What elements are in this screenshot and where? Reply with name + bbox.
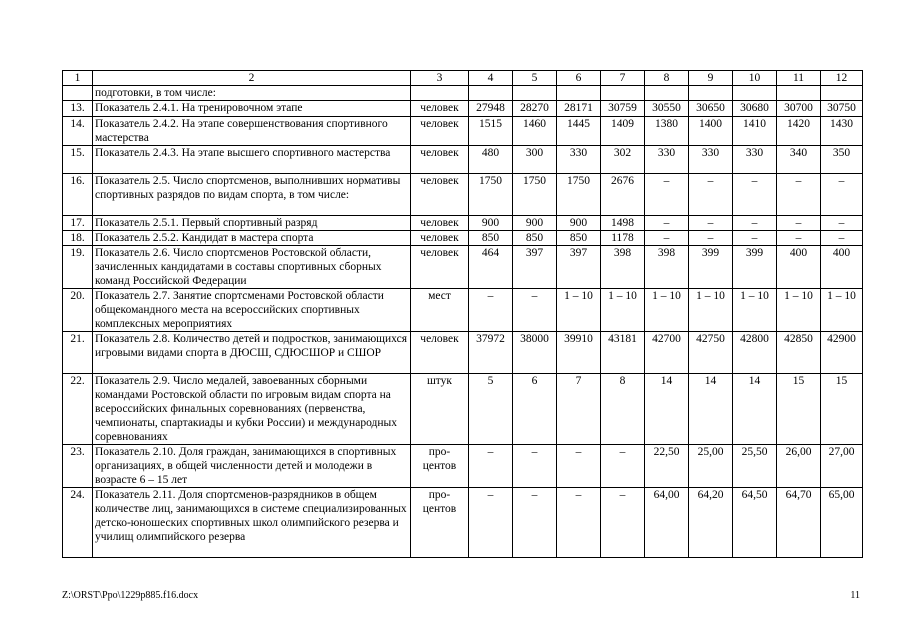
indicators-table (62, 70, 863, 558)
footer-page-number: 11 (850, 590, 860, 601)
value-cell: 39910 (557, 332, 601, 374)
value-cell: 1 – 10 (821, 289, 863, 332)
value-cell: 8 (601, 374, 645, 445)
value-cell: 1 – 10 (733, 289, 777, 332)
value-cell: 30680 (733, 101, 777, 117)
unit-cell: человек (411, 174, 469, 216)
value-cell: 27948 (469, 101, 513, 117)
value-cell: 464 (469, 246, 513, 289)
row-number-cell: 17. (63, 216, 93, 231)
unit-cell: человек (411, 117, 469, 146)
value-cell: 65,00 (821, 488, 863, 558)
indicator-name-cell: Показатель 2.9. Число медалей, завоеванных сборными командами Ростовской области по игровым видам спорта на всероссийских финальных соревнованиях (первенства, чемпионаты, спартакиады и кубки России) и международных соревнованиях (93, 374, 411, 445)
indicator-name-cell: Показатель 2.5. Число спортсменов, выполнивших нормативы спортивных разрядов по видам спорта, в том числе: (93, 174, 411, 216)
unit-cell: мест (411, 289, 469, 332)
table-row (63, 101, 863, 117)
value-cell: 397 (513, 246, 557, 289)
value-cell: 30759 (601, 101, 645, 117)
unit-cell: человек (411, 246, 469, 289)
indicator-name-cell: Показатель 2.4.3. На этапе высшего спортивного мастерства (93, 146, 411, 174)
value-cell: – (821, 231, 863, 246)
header-cell: 11 (777, 71, 821, 86)
unit-cell: человек (411, 146, 469, 174)
value-cell: 15 (777, 374, 821, 445)
value-cell: – (469, 445, 513, 488)
indicator-name-cell: Показатель 2.6. Число спортсменов Ростовской области, зачисленных кандидатами в составы спортивных сборных команд Российской Федерации (93, 246, 411, 289)
value-cell: 300 (513, 146, 557, 174)
empty-cell (689, 86, 733, 101)
value-cell: 1515 (469, 117, 513, 146)
value-cell: – (777, 174, 821, 216)
value-cell: 397 (557, 246, 601, 289)
row-number-cell: 22. (63, 374, 93, 445)
table-row (63, 174, 863, 216)
value-cell: 480 (469, 146, 513, 174)
row-number-cell: 18. (63, 231, 93, 246)
value-cell: – (821, 174, 863, 216)
header-cell: 4 (469, 71, 513, 86)
value-cell: 850 (513, 231, 557, 246)
value-cell: 398 (645, 246, 689, 289)
header-cell: 2 (93, 71, 411, 86)
value-cell: 1400 (689, 117, 733, 146)
value-cell: 900 (513, 216, 557, 231)
value-cell: 1 – 10 (777, 289, 821, 332)
value-cell: 15 (821, 374, 863, 445)
empty-cell (557, 86, 601, 101)
row-number-cell: 20. (63, 289, 93, 332)
value-cell: 1 – 10 (645, 289, 689, 332)
value-cell: 6 (513, 374, 557, 445)
value-cell: 1420 (777, 117, 821, 146)
value-cell: – (469, 289, 513, 332)
value-cell: 28270 (513, 101, 557, 117)
unit-cell: про-центов (411, 488, 469, 558)
value-cell: 2676 (601, 174, 645, 216)
header-cell: 9 (689, 71, 733, 86)
value-cell: – (733, 216, 777, 231)
table-row (63, 216, 863, 231)
indicator-name-cell: Показатель 2.5.2. Кандидат в мастера спорта (93, 231, 411, 246)
value-cell: – (733, 231, 777, 246)
table-row (63, 488, 863, 558)
value-cell: 26,00 (777, 445, 821, 488)
value-cell: 1410 (733, 117, 777, 146)
value-cell: 399 (689, 246, 733, 289)
value-cell: 42700 (645, 332, 689, 374)
value-cell: 302 (601, 146, 645, 174)
row-number-cell: 15. (63, 146, 93, 174)
value-cell: 64,50 (733, 488, 777, 558)
value-cell: 330 (689, 146, 733, 174)
table-row (63, 289, 863, 332)
value-cell: – (645, 174, 689, 216)
header-cell: 10 (733, 71, 777, 86)
value-cell: 1750 (469, 174, 513, 216)
value-cell: 350 (821, 146, 863, 174)
value-cell: 7 (557, 374, 601, 445)
value-cell: 400 (777, 246, 821, 289)
row-number-cell: 24. (63, 488, 93, 558)
value-cell: – (777, 216, 821, 231)
empty-cell (601, 86, 645, 101)
value-cell: 900 (557, 216, 601, 231)
empty-cell (469, 86, 513, 101)
value-cell: 28171 (557, 101, 601, 117)
row-number-cell: 19. (63, 246, 93, 289)
value-cell: 1750 (557, 174, 601, 216)
value-cell: – (601, 488, 645, 558)
value-cell: 22,50 (645, 445, 689, 488)
indicator-name-cell: Показатель 2.7. Занятие спортсменами Ростовской области общекомандного места на всероссийских спортивных комплексных мероприятиях (93, 289, 411, 332)
indicator-name-cell: Показатель 2.11. Доля спортсменов-разрядников в общем количестве лиц, занимающихся в системе специализированных детско-юношеских спортивных школ олимпийского резерва и училищ олимпийского резерва (93, 488, 411, 558)
value-cell: 330 (557, 146, 601, 174)
value-cell: 1380 (645, 117, 689, 146)
header-cell: 6 (557, 71, 601, 86)
value-cell: – (557, 445, 601, 488)
value-cell: 1430 (821, 117, 863, 146)
value-cell: 42900 (821, 332, 863, 374)
table-row (63, 445, 863, 488)
value-cell: 25,00 (689, 445, 733, 488)
row-number-cell: 16. (63, 174, 93, 216)
value-cell: 14 (645, 374, 689, 445)
indicator-name-cell: Показатель 2.5.1. Первый спортивный разряд (93, 216, 411, 231)
empty-cell (821, 86, 863, 101)
value-cell: 1 – 10 (689, 289, 733, 332)
header-row (63, 71, 863, 86)
value-cell: – (645, 216, 689, 231)
value-cell: 850 (557, 231, 601, 246)
unit-cell: штук (411, 374, 469, 445)
value-cell: 42850 (777, 332, 821, 374)
value-cell: – (645, 231, 689, 246)
value-cell: 25,50 (733, 445, 777, 488)
value-cell: 38000 (513, 332, 557, 374)
value-cell: – (689, 174, 733, 216)
empty-cell (411, 86, 469, 101)
value-cell: 64,70 (777, 488, 821, 558)
value-cell: 64,00 (645, 488, 689, 558)
row-number-cell: 21. (63, 332, 93, 374)
indicator-name-cell: Показатель 2.4.2. На этапе совершенствования спортивного мастерства (93, 117, 411, 146)
header-cell: 5 (513, 71, 557, 86)
value-cell: 1750 (513, 174, 557, 216)
value-cell: 1178 (601, 231, 645, 246)
row-number-cell: 14. (63, 117, 93, 146)
continuation-row (63, 86, 863, 101)
value-cell: – (777, 231, 821, 246)
table-row (63, 332, 863, 374)
header-cell: 8 (645, 71, 689, 86)
value-cell: 1 – 10 (601, 289, 645, 332)
value-cell: 42750 (689, 332, 733, 374)
value-cell: 340 (777, 146, 821, 174)
empty-cell (645, 86, 689, 101)
value-cell: 14 (689, 374, 733, 445)
value-cell: – (821, 216, 863, 231)
header-cell: 3 (411, 71, 469, 86)
value-cell: 14 (733, 374, 777, 445)
indicator-name-cell: Показатель 2.8. Количество детей и подростков, занимающихся игровыми видами спорта в ДЮСШ, СДЮСШОР и СШОР (93, 332, 411, 374)
value-cell: – (513, 488, 557, 558)
value-cell: 1445 (557, 117, 601, 146)
value-cell: 5 (469, 374, 513, 445)
value-cell: 850 (469, 231, 513, 246)
empty-cell (777, 86, 821, 101)
continuation-text: подготовки, в том числе: (93, 86, 411, 101)
table-row (63, 146, 863, 174)
value-cell: 30550 (645, 101, 689, 117)
value-cell: 400 (821, 246, 863, 289)
row-number-cell: 23. (63, 445, 93, 488)
value-cell: – (513, 289, 557, 332)
value-cell: 27,00 (821, 445, 863, 488)
empty-cell (513, 86, 557, 101)
empty-cell (733, 86, 777, 101)
continuation-num-cell (63, 86, 93, 101)
value-cell: 330 (733, 146, 777, 174)
value-cell: 30700 (777, 101, 821, 117)
value-cell: 43181 (601, 332, 645, 374)
table-row (63, 374, 863, 445)
value-cell: 64,20 (689, 488, 733, 558)
indicator-name-cell: Показатель 2.4.1. На тренировочном этапе (93, 101, 411, 117)
value-cell: – (469, 488, 513, 558)
value-cell: – (689, 216, 733, 231)
unit-cell: человек (411, 101, 469, 117)
table-row (63, 231, 863, 246)
unit-cell: человек (411, 332, 469, 374)
header-cell: 7 (601, 71, 645, 86)
indicator-name-cell: Показатель 2.10. Доля граждан, занимающихся в спортивных организациях, в общей численности детей и молодежи в возрасте 6 – 15 лет (93, 445, 411, 488)
value-cell: 37972 (469, 332, 513, 374)
header-cell: 1 (63, 71, 93, 86)
unit-cell: человек (411, 216, 469, 231)
footer-file-path: Z:\ORST\Ppo\1229p885.f16.docx (62, 590, 199, 601)
value-cell: – (513, 445, 557, 488)
row-number-cell: 13. (63, 101, 93, 117)
value-cell: – (601, 445, 645, 488)
unit-cell: человек (411, 231, 469, 246)
value-cell: 1 – 10 (557, 289, 601, 332)
value-cell: 1460 (513, 117, 557, 146)
value-cell: – (557, 488, 601, 558)
unit-cell: про-центов (411, 445, 469, 488)
value-cell: 30750 (821, 101, 863, 117)
value-cell: 900 (469, 216, 513, 231)
value-cell: 42800 (733, 332, 777, 374)
value-cell: 399 (733, 246, 777, 289)
value-cell: – (689, 231, 733, 246)
header-cell: 12 (821, 71, 863, 86)
table-row (63, 246, 863, 289)
table-row (63, 117, 863, 146)
value-cell: 1409 (601, 117, 645, 146)
value-cell: 330 (645, 146, 689, 174)
value-cell: 398 (601, 246, 645, 289)
value-cell: – (733, 174, 777, 216)
value-cell: 30650 (689, 101, 733, 117)
value-cell: 1498 (601, 216, 645, 231)
